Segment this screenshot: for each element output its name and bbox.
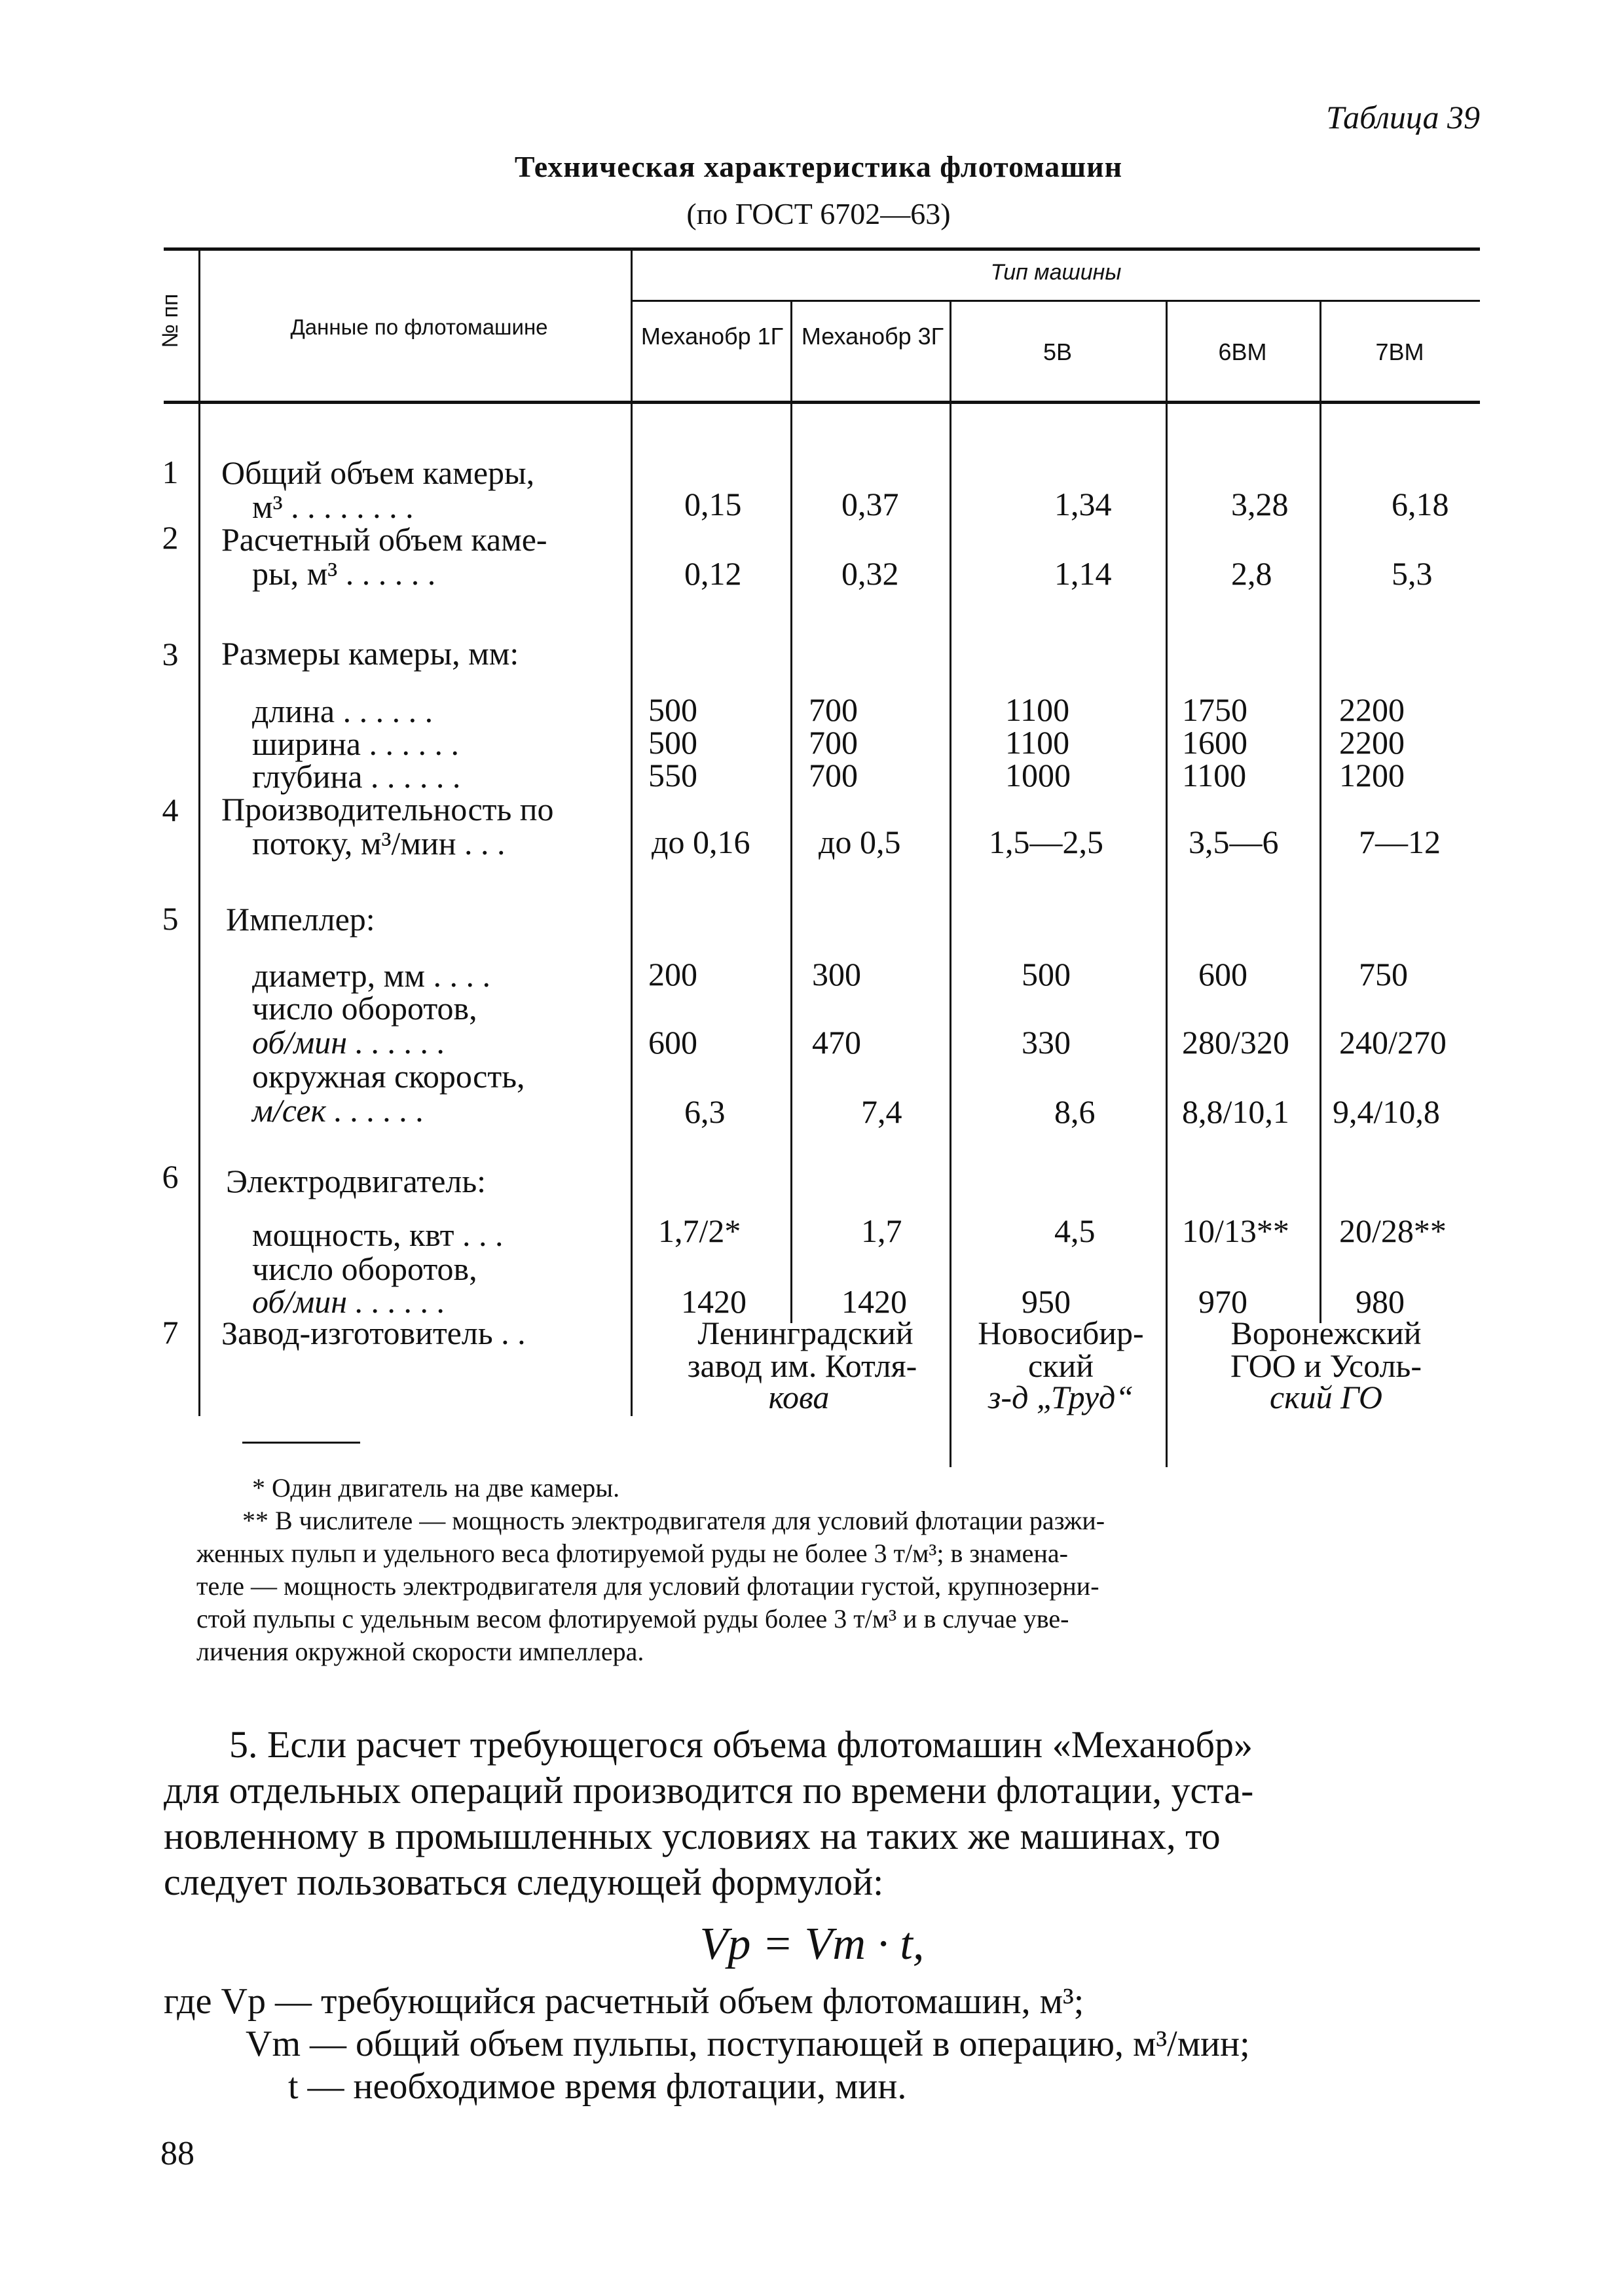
col-sep-m3: [1166, 302, 1168, 1467]
col-sep-m4: [1320, 302, 1321, 1323]
row-3-sub-2-val-3: 1100: [1005, 724, 1070, 761]
row-3-num: 3: [162, 636, 179, 672]
page-number: 88: [160, 2135, 194, 2172]
footnote-2-line-3: теле — мощность электродвигателя для условий флотации густой, крупнозерни-: [196, 1571, 1099, 1601]
row-6-power-val-5: 20/28**: [1339, 1212, 1447, 1249]
row-5-rpm-label-l1: число оборотов,: [252, 990, 477, 1027]
row-3-sub-2-val-4: 1600: [1182, 724, 1247, 761]
row-3-sub-1-val-3: 1100: [1005, 691, 1070, 728]
formula: Vp = Vm · t,: [699, 1919, 925, 1969]
row-1-label-l1: Общий объем камеры,: [221, 454, 535, 491]
header-machine-2: Механобр 3Г: [801, 323, 944, 350]
row-5-diam-val-4: 600: [1198, 956, 1247, 993]
row-1-val-4: 3,28: [1231, 486, 1289, 522]
row-1-val-3: 1,34: [1054, 486, 1112, 522]
row-2-label-l2: ры, м³ . . . . . .: [252, 555, 436, 592]
row-5-diam-val-2: 300: [812, 956, 861, 993]
row-2-val-4: 2,8: [1231, 555, 1272, 592]
row-7-maker-3-l1: Воронежский: [1230, 1315, 1422, 1351]
row-4-label-l2: потоку, м³/мин . . .: [252, 825, 506, 862]
row-7-maker-3-l2: ГОО и Усоль-: [1230, 1347, 1422, 1384]
row-7-num: 7: [162, 1314, 179, 1351]
row-5-speed-val-2: 7,4: [861, 1093, 902, 1130]
row-3-sub-2-val-2: 700: [809, 724, 858, 761]
footnote-2-line-2: женных пульп и удельного веса флотируемой руды не более 3 т/м³; в знамена-: [196, 1539, 1068, 1568]
table-title: Техническая характеристика флотомашин: [514, 150, 1123, 183]
row-7-maker-2-l1: Новосибир-: [978, 1315, 1144, 1351]
definition-vp: где Vp — требующийся расчетный объем флотомашин, м³;: [164, 1981, 1084, 2022]
col-sep-m2: [950, 302, 951, 1467]
row-3-sub-3-label: глубина . . . . . .: [252, 758, 461, 795]
row-3-sub-3-val-5: 1200: [1339, 757, 1405, 793]
row-6-num: 6: [162, 1158, 179, 1195]
header-num: № пп: [158, 293, 183, 348]
row-1-val-1: 0,15: [684, 486, 742, 522]
row-5-label: Импеллер:: [226, 901, 375, 938]
footnote-1: * Один двигатель на две камеры.: [252, 1473, 620, 1503]
row-5-diam-val-5: 750: [1359, 956, 1408, 993]
row-5-speed-val-4: 8,8/10,1: [1182, 1093, 1289, 1130]
row-3-sub-1-label: длина . . . . . .: [252, 693, 434, 729]
row-3-sub-3-val-4: 1100: [1182, 757, 1247, 793]
row-5-speed-val-3: 8,6: [1054, 1093, 1096, 1130]
row-5-rpm-val-5: 240/270: [1339, 1024, 1447, 1061]
col-sep-m1: [790, 302, 792, 1323]
footnote-2-line-4: стой пульпы с удельным весом флотируемой руды более 3 т/м³ и в случае уве-: [196, 1604, 1069, 1633]
row-3-sub-2-val-1: 500: [648, 724, 697, 761]
row-5-speed-label-l1: окружная скорость,: [252, 1058, 525, 1095]
row-6-rpm-val-2: 1420: [841, 1283, 907, 1320]
row-2-label-l1: Расчетный объем каме-: [221, 521, 547, 558]
row-4-val-2: до 0,5: [819, 824, 901, 860]
footnote-2-line-1: ** В числителе — мощность электродвигателя для условий флотации разжи-: [242, 1506, 1105, 1535]
header-data: Данные по флотомашине: [290, 315, 548, 339]
row-3-sub-3-val-3: 1000: [1005, 757, 1071, 793]
table-subtitle: (по ГОСТ 6702—63): [686, 197, 951, 230]
row-6-power-val-4: 10/13**: [1182, 1212, 1289, 1249]
row-6-rpm-label-l2: об/мин . . . . . .: [252, 1283, 446, 1320]
row-1-num: 1: [162, 454, 179, 490]
row-4-val-1: до 0,16: [652, 824, 750, 860]
row-3-sub-1-val-4: 1750: [1182, 691, 1247, 728]
row-1-val-2: 0,37: [841, 486, 899, 522]
row-5-diam-label: диаметр, мм . . . .: [252, 957, 490, 994]
row-5-rpm-val-4: 280/320: [1182, 1024, 1289, 1061]
row-5-speed-label-l2: м/сек . . . . . .: [252, 1092, 424, 1129]
row-4-val-4: 3,5—6: [1189, 824, 1279, 860]
row-4-label-l1: Производительность по: [221, 791, 554, 828]
row-6-rpm-val-5: 980: [1356, 1283, 1405, 1320]
header-machine-3: 5В: [1043, 338, 1073, 365]
row-3-sub-3-val-1: 550: [648, 757, 697, 793]
row-2-val-2: 0,32: [841, 555, 899, 592]
row-5-num: 5: [162, 900, 179, 937]
header-machine-1: Механобр 1Г: [640, 323, 784, 350]
row-5-rpm-val-1: 600: [648, 1024, 697, 1061]
footnote-2-line-5: личения окружной скорости импеллера.: [196, 1637, 644, 1666]
paragraph-line-4: следует пользоваться следующей формулой:: [164, 1861, 884, 1903]
row-3-sub-1-val-2: 700: [809, 691, 858, 728]
header-type-group: Тип машины: [990, 260, 1122, 285]
row-2-num: 2: [162, 519, 179, 556]
row-4-val-3: 1,5—2,5: [989, 824, 1103, 860]
paragraph-line-2: для отдельных операций производится по времени флотации, уста-: [164, 1769, 1254, 1812]
row-1-label-l2: м³ . . . . . . . .: [252, 488, 414, 525]
row-3-sub-3-val-2: 700: [809, 757, 858, 793]
row-5-speed-val-5: 9,4/10,8: [1333, 1093, 1440, 1130]
row-5-diam-val-3: 500: [1022, 956, 1071, 993]
row-3-sub-1-val-1: 500: [648, 691, 697, 728]
paragraph-line-1: 5. Если расчет требующегося объема флотомашин «Механобр»: [229, 1723, 1253, 1766]
row-6-power-val-2: 1,7: [861, 1212, 902, 1249]
row-7-maker-1-l2: завод им. Котля-: [687, 1347, 917, 1384]
paragraph-line-3: новленному в промышленных условиях на таких же машинах, то: [164, 1815, 1221, 1857]
row-5-speed-val-1: 6,3: [684, 1093, 726, 1130]
row-6-rpm-val-3: 950: [1022, 1283, 1071, 1320]
row-5-rpm-val-2: 470: [812, 1024, 861, 1061]
row-3-label: Размеры камеры, мм:: [221, 635, 519, 672]
row-7-maker-1-l1: Ленинградский: [697, 1315, 913, 1351]
col-sep-data: [631, 251, 633, 1416]
row-7-label: Завод-изготовитель . .: [221, 1315, 526, 1351]
row-1-val-5: 6,18: [1392, 486, 1449, 522]
row-2-val-5: 5,3: [1392, 555, 1433, 592]
row-4-num: 4: [162, 792, 179, 828]
row-5-rpm-val-3: 330: [1022, 1024, 1071, 1061]
row-7-maker-2-l2: ский: [1028, 1347, 1094, 1384]
row-6-power-label: мощность, квт . . .: [252, 1216, 504, 1253]
footnote-rule: [242, 1442, 360, 1444]
row-7-maker-2-l3: з-д „Труд“: [987, 1379, 1134, 1415]
row-6-rpm-val-1: 1420: [681, 1283, 747, 1320]
definition-vm: Vm — общий объем пульпы, поступающей в операцию, м³/мин;: [246, 2024, 1250, 2064]
row-6-rpm-label-l1: число оборотов,: [252, 1250, 477, 1287]
row-3-sub-2-label: ширина . . . . . .: [252, 725, 459, 762]
header-machine-4: 6ВМ: [1218, 338, 1267, 365]
header-bottom-rule: [164, 401, 1480, 404]
row-3-sub-2-val-5: 2200: [1339, 724, 1405, 761]
definition-t: t — необходимое время флотации, мин.: [288, 2066, 907, 2107]
header-machine-5: 7ВМ: [1375, 338, 1424, 365]
row-4-val-5: 7—12: [1359, 824, 1441, 860]
row-6-rpm-val-4: 970: [1198, 1283, 1247, 1320]
col-sep-num: [198, 251, 200, 1416]
row-3-sub-1-val-5: 2200: [1339, 691, 1405, 728]
table-top-rule: [164, 247, 1480, 251]
row-6-label: Электродвигатель:: [226, 1163, 487, 1199]
row-2-val-1: 0,12: [684, 555, 742, 592]
row-6-power-val-1: 1,7/2*: [658, 1212, 741, 1249]
row-5-diam-val-1: 200: [648, 956, 697, 993]
type-group-rule: [632, 300, 1480, 302]
row-5-rpm-label-l2: об/мин . . . . . .: [252, 1024, 446, 1061]
row-6-power-val-3: 4,5: [1054, 1212, 1096, 1249]
row-7-maker-3-l3: ский ГО: [1270, 1379, 1382, 1415]
table-number: Таблица 39: [1326, 99, 1480, 136]
row-2-val-3: 1,14: [1054, 555, 1112, 592]
row-7-maker-1-l3: кова: [768, 1379, 830, 1415]
